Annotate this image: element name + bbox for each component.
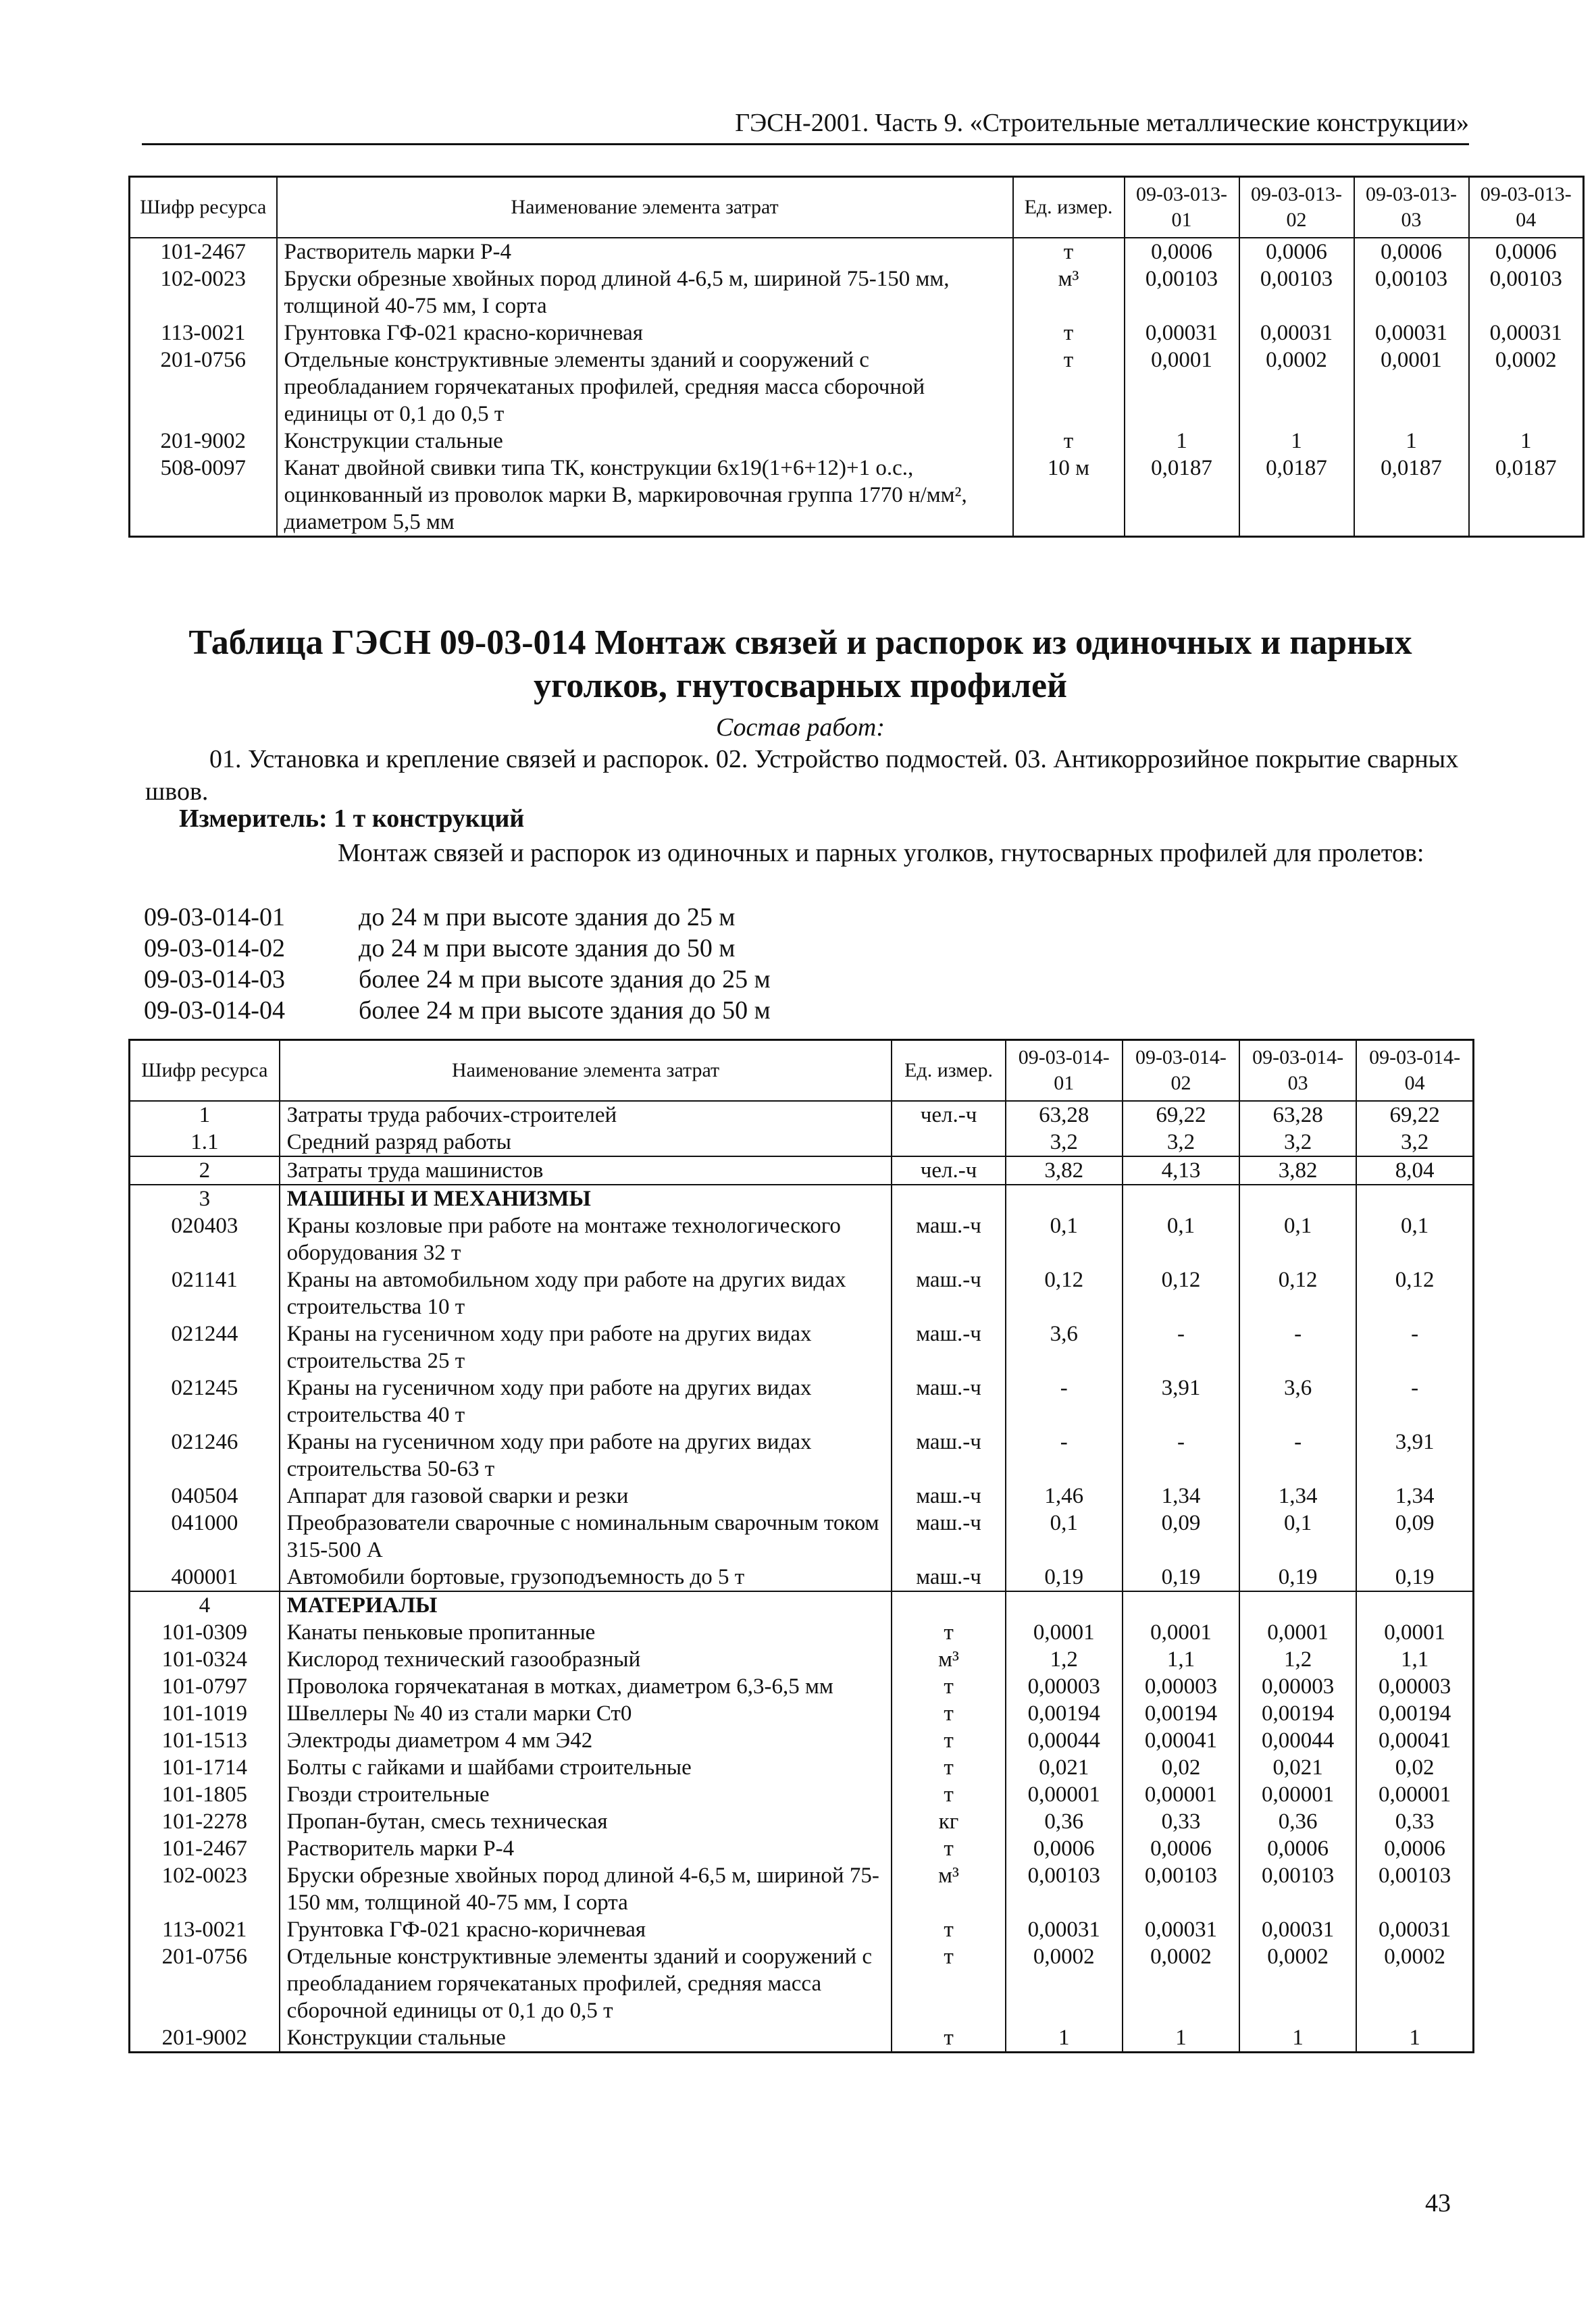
value-cell: 1 [1239, 2024, 1356, 2053]
value-cell: 0,0002 [1469, 346, 1584, 428]
table-row [130, 1374, 1474, 1429]
table-row [130, 1185, 1474, 1212]
unit-cell [892, 1591, 1005, 1619]
resource-name: Проволока горячекатаная в мотках, диаметром 6,3-6,5 мм [280, 1673, 892, 1700]
value-cell: 0,19 [1356, 1564, 1473, 1591]
resource-name: Средний разряд работы [280, 1129, 892, 1156]
table-row [130, 1266, 1474, 1320]
value-cell: 3,91 [1123, 1374, 1239, 1429]
resource-name: Бруски обрезные хвойных пород длиной 4-6,5 м, шириной 75-150 мм, толщиной 40-75 мм, I сорта [277, 265, 1013, 319]
variant-text: до 24 м при высоте здания до 50 м [359, 934, 736, 962]
unit-cell: чел.-ч [892, 1156, 1005, 1185]
value-cell: 0,1 [1123, 1212, 1239, 1266]
value-cell: 0,00103 [1469, 265, 1584, 319]
value-cell: 1,34 [1123, 1483, 1239, 1510]
value-cell: 0,00003 [1239, 1673, 1356, 1700]
value-cell: 0,0187 [1354, 455, 1469, 537]
value-cell: 0,19 [1123, 1564, 1239, 1591]
resource-name: Затраты труда рабочих-строителей [280, 1101, 892, 1129]
column-header-variant: 09-03-013-04 [1469, 177, 1584, 238]
resource-name: Грунтовка ГФ-021 красно-коричневая [280, 1916, 892, 1943]
value-cell: 1,46 [1006, 1483, 1123, 1510]
table-body [130, 1101, 1474, 2053]
table-row [130, 1564, 1474, 1591]
value-cell: 0,00044 [1239, 1727, 1356, 1754]
table-row [130, 1781, 1474, 1808]
resource-code: 4 [130, 1591, 280, 1619]
unit-cell: т [892, 1673, 1005, 1700]
value-cell: 1,34 [1239, 1483, 1356, 1510]
table-row [130, 1862, 1474, 1916]
column-header-name: Наименование элемента затрат [277, 177, 1013, 238]
value-cell: - [1123, 1320, 1239, 1374]
value-cell: 0,00103 [1125, 265, 1239, 319]
value-cell: 0,02 [1356, 1754, 1473, 1781]
value-cell: 0,00031 [1239, 1916, 1356, 1943]
resource-code: 102-0023 [130, 265, 277, 319]
value-cell: 0,0006 [1469, 238, 1584, 265]
value-cell: 3,91 [1356, 1429, 1473, 1483]
table-row [130, 1727, 1474, 1754]
resource-name: Болты с гайками и шайбами строительные [280, 1754, 892, 1781]
value-cell: 0,0006 [1006, 1835, 1123, 1862]
resource-code: 113-0021 [130, 319, 277, 346]
value-cell: 0,00041 [1123, 1727, 1239, 1754]
table-row [130, 428, 1584, 455]
variant-item [144, 995, 771, 1026]
value-cell: 0,0002 [1239, 346, 1354, 428]
resource-code: 101-1714 [130, 1754, 280, 1781]
resource-code: 101-1513 [130, 1727, 280, 1754]
value-cell: 0,0187 [1125, 455, 1239, 537]
variant-text: более 24 м при высоте здания до 25 м [359, 965, 771, 994]
value-cell: 0,0002 [1123, 1943, 1239, 2024]
value-cell: 0,00031 [1356, 1916, 1473, 1943]
table-header-row [130, 177, 1584, 238]
table-header-row [130, 1040, 1474, 1102]
value-cell: 0,1 [1239, 1212, 1356, 1266]
resource-code: 020403 [130, 1212, 280, 1266]
value-cell: 0,021 [1006, 1754, 1123, 1781]
value-cell: 0,00003 [1123, 1673, 1239, 1700]
unit-cell: маш.-ч [892, 1374, 1005, 1429]
table-row [130, 1510, 1474, 1564]
value-cell: 0,00103 [1354, 265, 1469, 319]
resource-code: 101-2467 [130, 238, 277, 265]
value-cell: 0,00031 [1469, 319, 1584, 346]
value-cell: 0,33 [1356, 1808, 1473, 1835]
unit-cell: маш.-ч [892, 1510, 1005, 1564]
value-cell: 0,1 [1239, 1510, 1356, 1564]
resource-name: Конструкции стальные [277, 428, 1013, 455]
resource-name: МАТЕРИАЛЫ [280, 1591, 892, 1619]
unit-cell: т [892, 1916, 1005, 1943]
value-cell: 0,00103 [1123, 1862, 1239, 1916]
variant-code: 09-03-014-01 [144, 903, 285, 931]
resource-name: Гвозди строительные [280, 1781, 892, 1808]
running-header: ГЭСН-2001. Часть 9. «Строительные металлические конструкции» [142, 108, 1469, 145]
value-cell: 0,0187 [1469, 455, 1584, 537]
resource-code: 113-0021 [130, 1916, 280, 1943]
resource-name: Аппарат для газовой сварки и резки [280, 1483, 892, 1510]
value-cell: 0,0001 [1006, 1619, 1123, 1646]
table-row [130, 1212, 1474, 1266]
unit-cell [892, 1129, 1005, 1156]
unit-cell: кг [892, 1808, 1005, 1835]
value-cell: 3,2 [1239, 1129, 1356, 1156]
resource-code: 040504 [130, 1483, 280, 1510]
value-cell: 0,00044 [1006, 1727, 1123, 1754]
value-cell: 0,09 [1123, 1510, 1239, 1564]
value-cell [1006, 1185, 1123, 1212]
value-cell: 0,00103 [1006, 1862, 1123, 1916]
value-cell: 1,2 [1239, 1646, 1356, 1673]
value-cell: 0,00031 [1125, 319, 1239, 346]
resource-name: Отдельные конструктивные элементы зданий и сооружений с преобладанием горячекатаных профилей, средняя масса сборочной единицы от 0,1 до 0,5 т [280, 1943, 892, 2024]
unit-cell: маш.-ч [892, 1429, 1005, 1483]
value-cell: 3,2 [1123, 1129, 1239, 1156]
page-number: 43 [1425, 2189, 1451, 2217]
column-header-variant: 09-03-014-03 [1239, 1040, 1356, 1102]
column-header-variant: 09-03-013-01 [1125, 177, 1239, 238]
unit-cell: т [1013, 428, 1125, 455]
value-cell: - [1356, 1320, 1473, 1374]
value-cell: 0,12 [1006, 1266, 1123, 1320]
value-cell: 69,22 [1356, 1101, 1473, 1129]
resource-name: Пропан-бутан, смесь техническая [280, 1808, 892, 1835]
value-cell: 4,13 [1123, 1156, 1239, 1185]
resource-name: Конструкции стальные [280, 2024, 892, 2053]
value-cell [1123, 1185, 1239, 1212]
resource-code: 400001 [130, 1564, 280, 1591]
value-cell: 0,36 [1239, 1808, 1356, 1835]
resource-name: Затраты труда машинистов [280, 1156, 892, 1185]
unit-cell: т [1013, 319, 1125, 346]
value-cell: 1,1 [1123, 1646, 1239, 1673]
table-row [130, 1916, 1474, 1943]
table-row [130, 1646, 1474, 1673]
table-row [130, 1320, 1474, 1374]
resource-table-013 [128, 176, 1585, 538]
resource-name: Кислород технический газообразный [280, 1646, 892, 1673]
value-cell: 0,12 [1123, 1266, 1239, 1320]
column-header-variant: 09-03-014-02 [1123, 1040, 1239, 1102]
value-cell: 3,82 [1006, 1156, 1123, 1185]
value-cell: 0,12 [1239, 1266, 1356, 1320]
resource-code: 021244 [130, 1320, 280, 1374]
unit-cell: м³ [892, 1862, 1005, 1916]
resource-name: Канаты пеньковые пропитанные [280, 1619, 892, 1646]
resource-code: 041000 [130, 1510, 280, 1564]
value-cell: 0,00001 [1239, 1781, 1356, 1808]
column-header-variant: 09-03-013-03 [1354, 177, 1469, 238]
table-row [130, 1101, 1474, 1129]
value-cell: 0,00194 [1356, 1700, 1473, 1727]
resource-name: Преобразователи сварочные с номинальным сварочным током 315-500 А [280, 1510, 892, 1564]
value-cell: 0,00194 [1123, 1700, 1239, 1727]
value-cell: 0,0001 [1125, 346, 1239, 428]
table-row [130, 455, 1584, 537]
unit-cell: маш.-ч [892, 1564, 1005, 1591]
resource-code: 201-0756 [130, 346, 277, 428]
value-cell: 3,6 [1239, 1374, 1356, 1429]
unit-cell: маш.-ч [892, 1266, 1005, 1320]
table-row [130, 1156, 1474, 1185]
value-cell: 0,00031 [1123, 1916, 1239, 1943]
resource-table-014 [128, 1039, 1474, 2053]
unit-cell: маш.-ч [892, 1483, 1005, 1510]
value-cell [1356, 1591, 1473, 1619]
resource-code: 101-0797 [130, 1673, 280, 1700]
unit-cell: 10 м [1013, 455, 1125, 537]
value-cell: 0,1 [1006, 1212, 1123, 1266]
value-cell [1239, 1591, 1356, 1619]
table-row [130, 1429, 1474, 1483]
resource-code: 101-1019 [130, 1700, 280, 1727]
value-cell: 0,00103 [1239, 1862, 1356, 1916]
value-cell: 63,28 [1006, 1101, 1123, 1129]
table-row [130, 238, 1584, 265]
unit-cell: м³ [892, 1646, 1005, 1673]
intro-text: Монтаж связей и распорок из одиночных и парных уголков, гнутосварных профилей для пролетов: [338, 839, 1424, 867]
value-cell: 0,00031 [1006, 1916, 1123, 1943]
resource-name: Электроды диаметром 4 мм Э42 [280, 1727, 892, 1754]
resource-code: 021246 [130, 1429, 280, 1483]
variant-text: до 24 м при высоте здания до 25 м [359, 903, 736, 931]
resource-code: 3 [130, 1185, 280, 1212]
value-cell: 0,00031 [1239, 319, 1354, 346]
value-cell: - [1006, 1429, 1123, 1483]
value-cell [1356, 1185, 1473, 1212]
value-cell: 0,12 [1356, 1266, 1473, 1320]
variant-code: 09-03-014-04 [144, 996, 285, 1025]
value-cell: 0,00194 [1239, 1700, 1356, 1727]
unit-cell: т [1013, 346, 1125, 428]
unit-cell: т [892, 1754, 1005, 1781]
value-cell: 3,2 [1006, 1129, 1123, 1156]
resource-code: 101-0324 [130, 1646, 280, 1673]
resource-name: Автомобили бортовые, грузоподъемность до 5 т [280, 1564, 892, 1591]
resource-name: Краны на гусеничном ходу при работе на других видах строительства 25 т [280, 1320, 892, 1374]
value-cell: 1,2 [1006, 1646, 1123, 1673]
resource-name: Растворитель марки Р-4 [280, 1835, 892, 1862]
value-cell: 0,0006 [1125, 238, 1239, 265]
column-header-code: Шифр ресурса [130, 177, 277, 238]
value-cell [1239, 1185, 1356, 1212]
resource-code: 201-9002 [130, 428, 277, 455]
resource-code: 021141 [130, 1266, 280, 1320]
composition-text: 01. Установка и крепление связей и распорок. 02. Устройство подмостей. 03. Антикоррозийное покрытие сварных швов. [145, 745, 1459, 806]
resource-name: Грунтовка ГФ-021 красно-коричневая [277, 319, 1013, 346]
table-row [130, 1483, 1474, 1510]
value-cell: 0,1 [1356, 1212, 1473, 1266]
value-cell: 0,00001 [1006, 1781, 1123, 1808]
table-row [130, 346, 1584, 428]
value-cell: 1 [1125, 428, 1239, 455]
table-row [130, 1591, 1474, 1619]
value-cell: 1,1 [1356, 1646, 1473, 1673]
value-cell: 63,28 [1239, 1101, 1356, 1129]
resource-code: 101-1805 [130, 1781, 280, 1808]
unit-cell: т [892, 1835, 1005, 1862]
resource-code: 508-0097 [130, 455, 277, 537]
resource-code: 201-0756 [130, 1943, 280, 2024]
resource-name: МАШИНЫ И МЕХАНИЗМЫ [280, 1185, 892, 1212]
unit-cell: чел.-ч [892, 1101, 1005, 1129]
value-cell: 0,0001 [1123, 1619, 1239, 1646]
variant-code: 09-03-014-03 [144, 965, 285, 994]
value-cell: 0,00041 [1356, 1727, 1473, 1754]
value-cell: 0,0001 [1356, 1619, 1473, 1646]
resource-code: 102-0023 [130, 1862, 280, 1916]
unit-cell: т [892, 1781, 1005, 1808]
variant-code: 09-03-014-02 [144, 934, 285, 962]
value-cell: 0,0006 [1123, 1835, 1239, 1862]
value-cell: 0,00103 [1356, 1862, 1473, 1916]
table-row [130, 1700, 1474, 1727]
value-cell: 1 [1123, 2024, 1239, 2053]
value-cell: 0,1 [1006, 1510, 1123, 1564]
column-header-variant: 09-03-013-02 [1239, 177, 1354, 238]
table-row [130, 1673, 1474, 1700]
section-title: Таблица ГЭСН 09-03-014 Монтаж связей и распорок из одиночных и парных уголков, гнутосварных профилей [188, 623, 1412, 705]
column-header-variant: 09-03-014-04 [1356, 1040, 1473, 1102]
unit-cell: т [1013, 238, 1125, 265]
value-cell: 0,0002 [1356, 1943, 1473, 2024]
unit-cell: маш.-ч [892, 1212, 1005, 1266]
value-cell: 0,00001 [1123, 1781, 1239, 1808]
column-header-variant: 09-03-014-01 [1006, 1040, 1123, 1102]
value-cell: 1,34 [1356, 1483, 1473, 1510]
column-header-code: Шифр ресурса [130, 1040, 280, 1102]
value-cell: 0,0006 [1239, 238, 1354, 265]
variant-item [144, 902, 771, 933]
table-row [130, 1129, 1474, 1156]
unit-cell: т [892, 1619, 1005, 1646]
value-cell: 3,82 [1239, 1156, 1356, 1185]
value-cell: 0,021 [1239, 1754, 1356, 1781]
value-cell: 3,2 [1356, 1129, 1473, 1156]
value-cell [1123, 1591, 1239, 1619]
resource-code: 021245 [130, 1374, 280, 1429]
resource-name: Растворитель марки Р-4 [277, 238, 1013, 265]
resource-code: 101-2278 [130, 1808, 280, 1835]
resource-name: Бруски обрезные хвойных пород длиной 4-6,5 м, шириной 75-150 мм, толщиной 40-75 мм, I сорта [280, 1862, 892, 1916]
table-row [130, 1619, 1474, 1646]
value-cell: 0,00003 [1006, 1673, 1123, 1700]
value-cell: 1 [1469, 428, 1584, 455]
value-cell: 0,00003 [1356, 1673, 1473, 1700]
value-cell: 0,00103 [1239, 265, 1354, 319]
resource-code: 201-9002 [130, 2024, 280, 2053]
unit-cell: м³ [1013, 265, 1125, 319]
resource-code: 2 [130, 1156, 280, 1185]
column-header-unit: Ед. измер. [892, 1040, 1005, 1102]
variant-item [144, 964, 771, 995]
table-row [130, 1835, 1474, 1862]
unit-cell: т [892, 1943, 1005, 2024]
value-cell: 0,33 [1123, 1808, 1239, 1835]
measurement-unit: Измеритель: 1 т конструкций [179, 804, 525, 833]
value-cell: - [1239, 1429, 1356, 1483]
column-header-name: Наименование элемента затрат [280, 1040, 892, 1102]
resource-name: Краны на автомобильном ходу при работе на других видах строительства 10 т [280, 1266, 892, 1320]
unit-cell [892, 1185, 1005, 1212]
resource-code: 101-0309 [130, 1619, 280, 1646]
resource-code: 101-2467 [130, 1835, 280, 1862]
variant-item [144, 933, 771, 964]
resource-name: Краны на гусеничном ходу при работе на других видах строительства 50-63 т [280, 1429, 892, 1483]
value-cell: 1 [1354, 428, 1469, 455]
value-cell: 0,02 [1123, 1754, 1239, 1781]
value-cell: 0,0006 [1239, 1835, 1356, 1862]
value-cell: 0,09 [1356, 1510, 1473, 1564]
value-cell: 0,19 [1239, 1564, 1356, 1591]
value-cell: 0,0006 [1356, 1835, 1473, 1862]
value-cell: 1 [1239, 428, 1354, 455]
value-cell: 0,36 [1006, 1808, 1123, 1835]
unit-cell: маш.-ч [892, 1320, 1005, 1374]
value-cell: 1 [1006, 2024, 1123, 2053]
resource-name: Канат двойной свивки типа ТК, конструкции 6х19(1+6+12)+1 о.с., оцинкованный из проволок марки В, маркировочная группа 1770 н/мм², диаметром 5,5 мм [277, 455, 1013, 537]
table-row [130, 1754, 1474, 1781]
value-cell: 1 [1356, 2024, 1473, 2053]
value-cell [1006, 1591, 1123, 1619]
value-cell: 0,0001 [1354, 346, 1469, 428]
value-cell: 0,0006 [1354, 238, 1469, 265]
unit-cell: т [892, 2024, 1005, 2053]
value-cell: 0,00031 [1354, 319, 1469, 346]
variant-list [144, 902, 771, 1026]
variant-text: более 24 м при высоте здания до 50 м [359, 996, 771, 1025]
value-cell: 3,6 [1006, 1320, 1123, 1374]
value-cell: 0,0187 [1239, 455, 1354, 537]
value-cell: - [1356, 1374, 1473, 1429]
column-header-unit: Ед. измер. [1013, 177, 1125, 238]
unit-cell: т [892, 1700, 1005, 1727]
table-row [130, 1808, 1474, 1835]
table-row [130, 319, 1584, 346]
resource-name: Швеллеры № 40 из стали марки Ст0 [280, 1700, 892, 1727]
value-cell: - [1239, 1320, 1356, 1374]
table-row [130, 1943, 1474, 2024]
resource-code: 1 [130, 1101, 280, 1129]
value-cell: 0,19 [1006, 1564, 1123, 1591]
table-row [130, 265, 1584, 319]
table-body [130, 238, 1584, 537]
value-cell: 0,00001 [1356, 1781, 1473, 1808]
value-cell: 8,04 [1356, 1156, 1473, 1185]
composition-heading: Состав работ: [715, 713, 885, 742]
resource-code: 1.1 [130, 1129, 280, 1156]
table-row [130, 2024, 1474, 2053]
value-cell: - [1006, 1374, 1123, 1429]
value-cell: 0,00194 [1006, 1700, 1123, 1727]
resource-name: Краны козловые при работе на монтаже технологического оборудования 32 т [280, 1212, 892, 1266]
resource-name: Отдельные конструктивные элементы зданий и сооружений с преобладанием горячекатаных профилей, средняя масса сборочной единицы от 0,1 до 0,5 т [277, 346, 1013, 428]
value-cell: 0,0001 [1239, 1619, 1356, 1646]
value-cell: - [1123, 1429, 1239, 1483]
value-cell: 69,22 [1123, 1101, 1239, 1129]
unit-cell: т [892, 1727, 1005, 1754]
resource-name: Краны на гусеничном ходу при работе на других видах строительства 40 т [280, 1374, 892, 1429]
value-cell: 0,0002 [1239, 1943, 1356, 2024]
value-cell: 0,0002 [1006, 1943, 1123, 2024]
